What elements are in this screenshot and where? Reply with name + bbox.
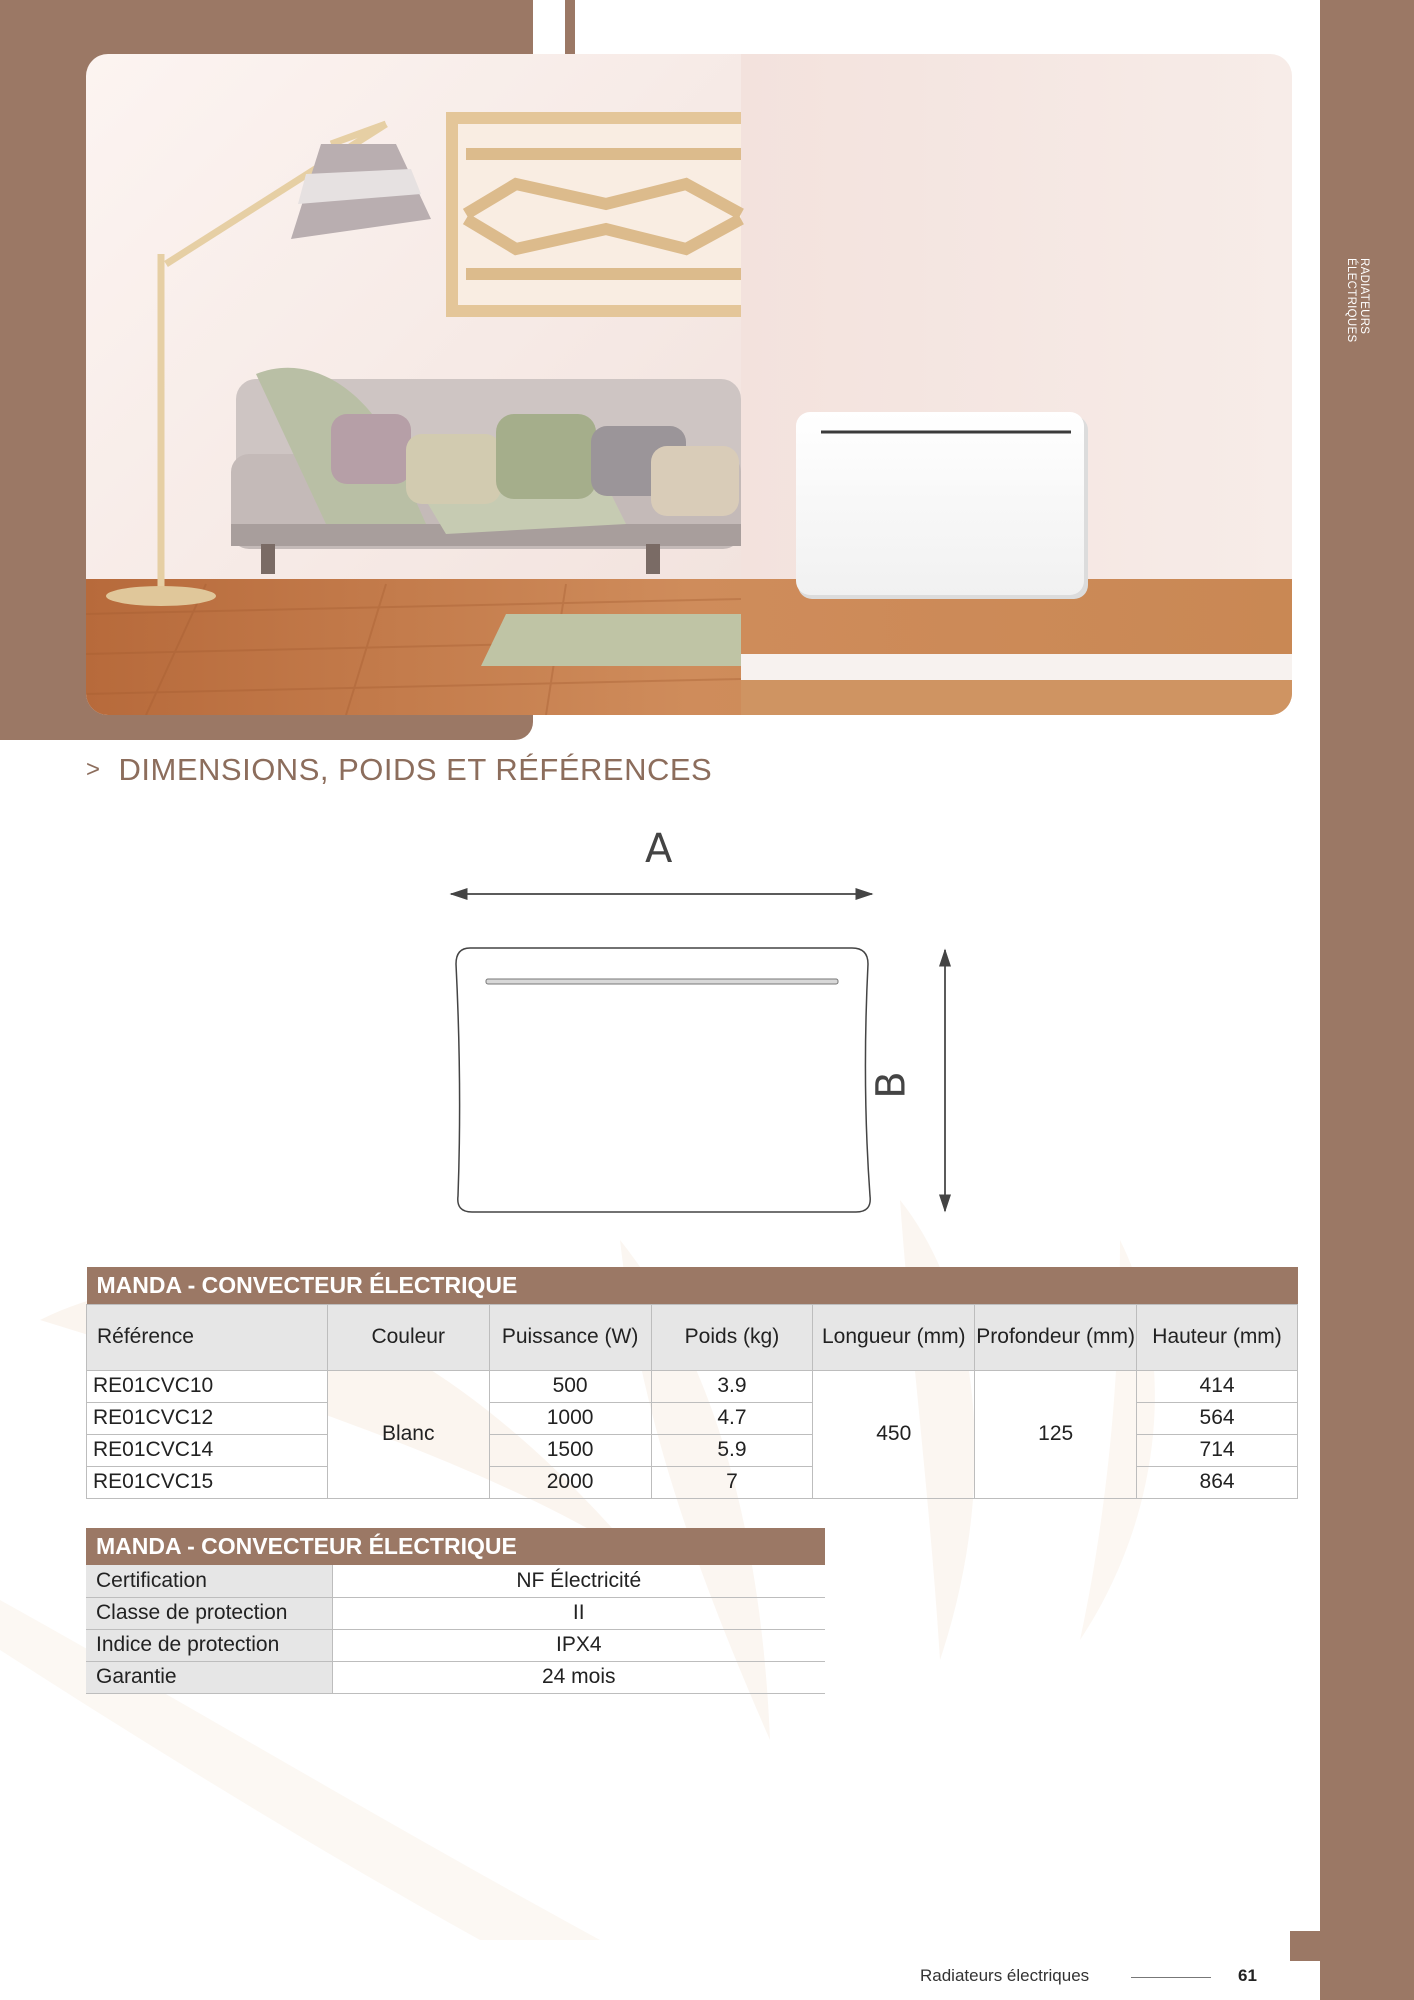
height-cell: 714 <box>1137 1434 1298 1466</box>
table-row <box>86 1661 825 1693</box>
weight-cell: 7 <box>651 1466 813 1498</box>
info-value: IPX4 <box>332 1629 825 1661</box>
power-cell: 1000 <box>489 1402 651 1434</box>
column-header: Couleur <box>327 1304 489 1370</box>
table-row <box>87 1370 1298 1402</box>
radiator-outline <box>456 948 870 1212</box>
column-header: Référence <box>87 1304 328 1370</box>
dimension-b-label: B <box>868 1071 915 1099</box>
info-value: II <box>332 1597 825 1629</box>
height-cell: 864 <box>1137 1466 1298 1498</box>
info-table <box>86 1528 825 1694</box>
info-label: Classe de protection <box>86 1597 332 1629</box>
reference-cell: RE01CVC10 <box>87 1370 328 1402</box>
product-photo <box>86 54 1292 715</box>
info-label: Indice de protection <box>86 1629 332 1661</box>
height-cell: 414 <box>1137 1370 1298 1402</box>
depth-cell: 125 <box>975 1370 1137 1498</box>
reference-cell: RE01CVC15 <box>87 1466 328 1498</box>
info-value: NF Électricité <box>332 1565 825 1597</box>
power-cell: 1500 <box>489 1434 651 1466</box>
dimension-a-label: A <box>645 826 673 872</box>
power-cell: 500 <box>489 1370 651 1402</box>
info-table-title: MANDA - CONVECTEUR ÉLECTRIQUE <box>86 1528 825 1565</box>
reference-cell: RE01CVC12 <box>87 1402 328 1434</box>
column-header: Poids (kg) <box>651 1304 813 1370</box>
table-row <box>86 1629 825 1661</box>
heading-chevron-icon: > <box>86 756 101 783</box>
column-header: Puissance (W) <box>489 1304 651 1370</box>
frame-notch <box>565 0 575 54</box>
info-label: Garantie <box>86 1661 332 1693</box>
info-label: Certification <box>86 1565 332 1597</box>
side-label-text: RADIATEURS ÉLECTRIQUES <box>1345 258 1370 343</box>
page-number: 61 <box>1238 1966 1257 1985</box>
weight-cell: 3.9 <box>651 1370 813 1402</box>
table-row <box>86 1565 825 1597</box>
side-section-label <box>1340 258 1370 358</box>
color-cell: Blanc <box>327 1370 489 1498</box>
weight-cell: 5.9 <box>651 1434 813 1466</box>
section-heading <box>86 752 712 788</box>
info-value: 24 mois <box>332 1661 825 1693</box>
radiator-slot <box>486 979 838 984</box>
height-cell: 564 <box>1137 1402 1298 1434</box>
table-row <box>86 1597 825 1629</box>
footer-section-name: Radiateurs électriques <box>920 1966 1090 1985</box>
radiator-dimension-diagram <box>440 820 960 1220</box>
column-header: Hauteur (mm) <box>1137 1304 1298 1370</box>
column-header: Profondeur (mm) <box>975 1304 1137 1370</box>
heading-text: DIMENSIONS, POIDS ET RÉFÉRENCES <box>118 752 713 787</box>
weight-cell: 4.7 <box>651 1402 813 1434</box>
reference-cell: RE01CVC14 <box>87 1434 328 1466</box>
footer-divider <box>1131 1977 1211 1978</box>
specs-table-title: MANDA - CONVECTEUR ÉLECTRIQUE <box>87 1267 1298 1304</box>
length-cell: 450 <box>813 1370 975 1498</box>
column-header: Longueur (mm) <box>813 1304 975 1370</box>
power-cell: 2000 <box>489 1466 651 1498</box>
specs-table <box>86 1267 1298 1499</box>
